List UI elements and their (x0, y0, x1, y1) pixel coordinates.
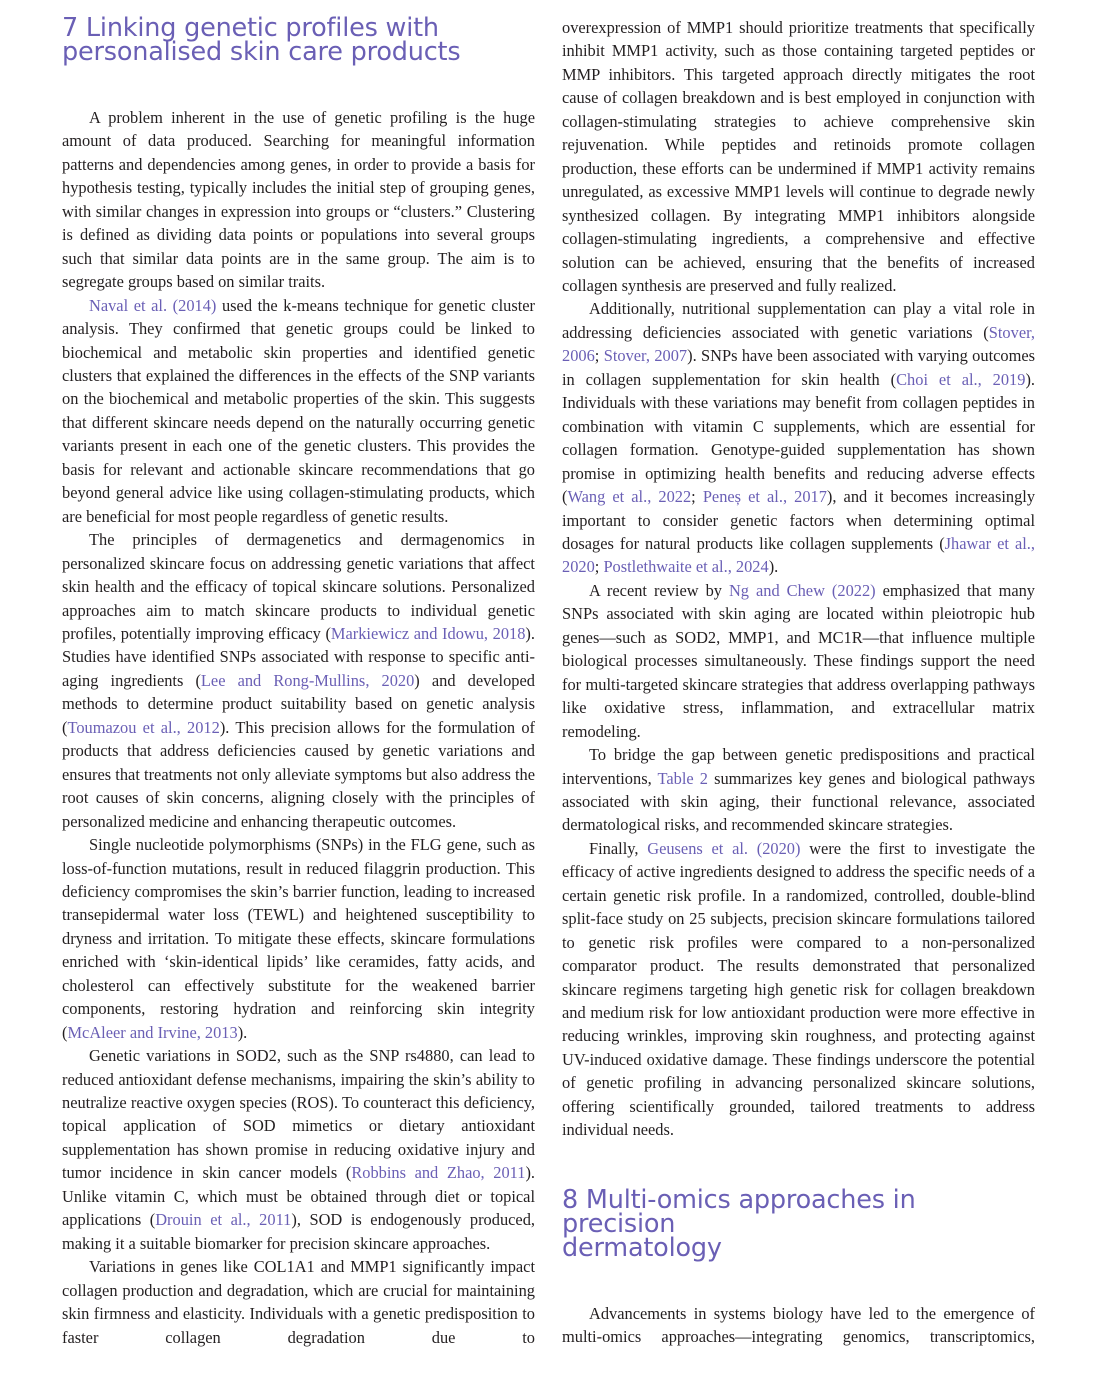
paragraph-text: ; (594, 346, 604, 366)
citation-link[interactable]: Toumazou et al., 2012 (67, 717, 220, 737)
paragraph-text: ). SNPs have been associated with varying outcomes in collagen supplementation for skin health ( (562, 346, 1035, 389)
paragraph-text: summarizes key genes and biological pathways associated with skin aging, their functional relevance, associated dermatological risks, and recommended skincare strategies. (562, 768, 1035, 835)
heading-spacer (62, 64, 535, 106)
paragraph-multiomics (562, 1302, 1035, 1349)
left-column (62, 13, 536, 1349)
paragraph-geusens (562, 837, 1035, 1142)
citation-link[interactable]: Postlethwaite et al., 2024 (603, 557, 769, 577)
paragraph-text: ; (691, 487, 703, 507)
paragraph-text: overexpression of MMP1 should prioritize treatments that specifically inhibit MMP1 activity, such as those containing targeted peptides or MMP inhibitors. This targeted approach directly mitigates the root cause of collagen breakdown and is best employed in conjunction with collagen-stimulating strategies to achieve comprehensive skin rejuvenation. While peptides and retinoids promote collagen production, these efforts can be undermined if MMP1 activity remains unregulated, as excessive MMP1 levels will continue to degrade newly synthesized collagen. By integrating MMP1 inhibitors alongside collagen-stimulating ingredients, a comprehensive and effective solution can be achieved, ensuring that the benefits of increased collagen synthesis are preserved and fully realized. (562, 18, 1035, 295)
paragraph-text: ) and developed methods to determine product suitability based on genetic analysis ( (62, 670, 535, 737)
citation-link[interactable]: Drouin et al., 2011 (155, 1210, 292, 1230)
paragraph-text: ). Individuals with these variations may benefit from collagen peptides in combination with vitamin C supplements, which are essential for collagen formation. Genotype-guided supplementation has shown promise in optimizing health benefits and reducing adverse effects ( (562, 369, 1035, 507)
heading-spacer (562, 1260, 1035, 1302)
paragraph-mmp1-continued (562, 16, 1035, 297)
paragraph-text: Single nucleotide polymorphisms (SNPs) in the FLG gene, such as loss-of-function mutations, result in reduced filaggrin production. This deficiency compromises the skin’s barrier function, leading to increased transepidermal water loss (TEWL) and heightened susceptibility to dryness and irritation. To mitigate these effects, skincare formulations enriched with ‘skin-identical lipids’ like ceramides, fatty acids, and cholesterol can effectively substitute for the weakened barrier components, restoring hydration and reinforcing skin integrity ( (62, 835, 535, 1042)
paragraph-text: Finally, (589, 838, 648, 858)
paragraph-ng-chew (562, 579, 1035, 743)
paragraph-dermagenetics (62, 528, 535, 833)
paragraph-text: were the first to investigate the efficacy of active ingredients designed to address the specific needs of a certain genetic risk profile. In a randomized, controlled, double-blind split-face study on 25 subjects, precision skincare formulations tailored to genetic risk profiles were compared to a non-personalized comparator product. The results demonstrated that personalized skincare regimens targeting high genetic risk for collagen breakdown and medium risk for low antioxidant production were more effective in reducing wrinkles, improving skin roughness, and protecting against UV-induced oxidative damage. These findings underscore the potential of genetic profiling in advancing personalized skincare solutions, offering scientifically grounded, tailored treatments to address individual needs. (562, 838, 1036, 1140)
paragraph-naval (62, 294, 535, 529)
citation-link[interactable]: Robbins and Zhao, 2011 (351, 1163, 526, 1183)
table-reference-link[interactable]: Table 2 (657, 768, 708, 788)
paragraph-text: ). This precision allows for the formulation of products that address deficiencies caused by genetic variations and ensures that treatments not only alleviate symptoms but also address the root causes of skin concerns, aligning closely with the principles of personalized medicine and enhancing therapeutic outcomes. (62, 717, 536, 831)
paragraph-clustering (62, 106, 535, 294)
citation-link[interactable]: Stover, 2006 (562, 322, 1035, 366)
paragraph-text: ), and it becomes increasingly important to consider genetic factors when determining optimal dosages for natural products like collagen supplements ( (562, 487, 1036, 553)
citation-link[interactable]: Wang et al., 2022 (567, 487, 692, 507)
section-7-title-line2: personalised skin care products (62, 37, 461, 67)
right-column (562, 16, 1035, 1349)
paragraph-text: ; (594, 557, 604, 577)
citation-link[interactable]: Peneș et al., 2017 (702, 487, 827, 507)
section-8-heading (562, 1184, 1035, 1263)
citation-link[interactable]: Ng and Chew (2022) (728, 580, 876, 600)
paragraph-nutrition (562, 297, 1035, 578)
section-8-title-line1: 8 Multi-omics approaches in precision (562, 1184, 916, 1239)
paragraph-col1a1-mmp1 (62, 1255, 535, 1349)
paragraph-text: used the k-means technique for genetic cluster analysis. They confirmed that genetic groups could be linked to biochemical and metabolic skin properties and identified genetic clusters that explained the differences in the effects of the SNP variants on the biochemical and metabolic properties of the skin. This suggests that different skincare needs depend on the naturally occurring genetic variants present in each one of the genetic clusters. This provides the basis for relevant and actionable skincare recommendations that go beyond general advice like using collagen-stimulating products, which are beneficial for most people regardless of genetic results. (62, 295, 535, 526)
paragraph-text: Additionally, nutritional supplementation can play a vital role in addressing deficiencies associated with genetic variations ( (562, 299, 1035, 342)
paragraph-text: ). (237, 1022, 248, 1042)
paragraph-text: A problem inherent in the use of genetic profiling is the huge amount of data produced. Searching for meaningful information patterns and dependencies among genes, in order to provide a basis for hypothesis testing, typically includes the initial step of grouping genes, with similar changes in expression into groups or “clusters.” Clustering is defined as dividing data points or populations into several groups such that similar data points are in the same group. The aim is to segregate groups based on similar traits. (62, 108, 535, 292)
paragraph-text: ). Unlike vitamin C, which must be obtained through diet or topical applications ( (62, 1163, 535, 1230)
paragraph-text: Advancements in systems biology have led to the emergence of multi-omics approaches—integrating genomics, transcriptomics, (562, 1303, 1035, 1347)
citation-link[interactable]: Stover, 2007 (603, 346, 688, 366)
paragraph-text: ). (768, 557, 779, 577)
section-7-title-line1: 7 Linking genetic profiles with (62, 13, 439, 43)
citation-link[interactable]: Markiewicz and Idowu, 2018 (330, 623, 526, 643)
paragraph-flg (62, 833, 535, 1044)
section-8-title-line2: dermatology (562, 1232, 722, 1263)
paragraph-table2 (562, 743, 1035, 837)
citation-link[interactable]: Jhawar et al., 2020 (562, 533, 1035, 577)
citation-link[interactable]: Naval et al. (2014) (89, 295, 217, 315)
paragraph-text: A recent review by (589, 580, 729, 600)
citation-link[interactable]: Choi et al., 2019 (896, 369, 1026, 389)
paragraph-text: Variations in genes like COL1A1 and MMP1 significantly impact collagen production and degradation, which are crucial for maintaining skin firmness and elasticity. Individuals with a genetic predisposition to faster collagen degradation due to (62, 1257, 535, 1347)
citation-link[interactable]: Lee and Rong-Mullins, 2020 (200, 670, 415, 690)
paragraph-text: Genetic variations in SOD2, such as the SNP rs4880, can lead to reduced antioxidant defense mechanisms, impairing the skin’s ability to neutralize reactive oxygen species (ROS). To counteract this deficiency, topical application of SOD mimetics or dietary antioxidant supplementation has shown promise in reducing oxidative injury and tumor incidence in skin cancer models ( (62, 1046, 535, 1183)
section-7-heading (62, 13, 535, 67)
citation-link[interactable]: Geusens et al. (2020) (647, 838, 801, 858)
section-spacer (562, 1142, 1035, 1188)
paragraph-sod2 (62, 1044, 535, 1255)
paragraph-text: To bridge the gap between genetic predispositions and practical interventions, (562, 745, 1035, 788)
paragraph-text: ). Studies have identified SNPs associated with response to specific anti-aging ingredients ( (62, 623, 535, 690)
paragraph-text: ), SOD is endogenously produced, making it a suitable biomarker for precision skincare approaches. (62, 1210, 535, 1253)
paragraph-text: The principles of dermagenetics and dermagenomics in personalized skincare focus on addressing genetic variations that affect skin health and the efficacy of topical skincare solutions. Personalized approaches aim to match skincare products to individual genetic profiles, potentially improving efficacy ( (62, 530, 535, 643)
citation-link[interactable]: McAleer and Irvine, 2013 (67, 1022, 238, 1042)
paragraph-text: emphasized that many SNPs associated with skin aging are located within pleiotropic hub genes—such as SOD2, MMP1, and MC1R—that influence multiple biological processes simultaneously. These findings support the need for multi-targeted skincare strategies that address overlapping pathways like oxidative stress, inflammation, and extracellular matrix remodeling. (562, 580, 1035, 741)
